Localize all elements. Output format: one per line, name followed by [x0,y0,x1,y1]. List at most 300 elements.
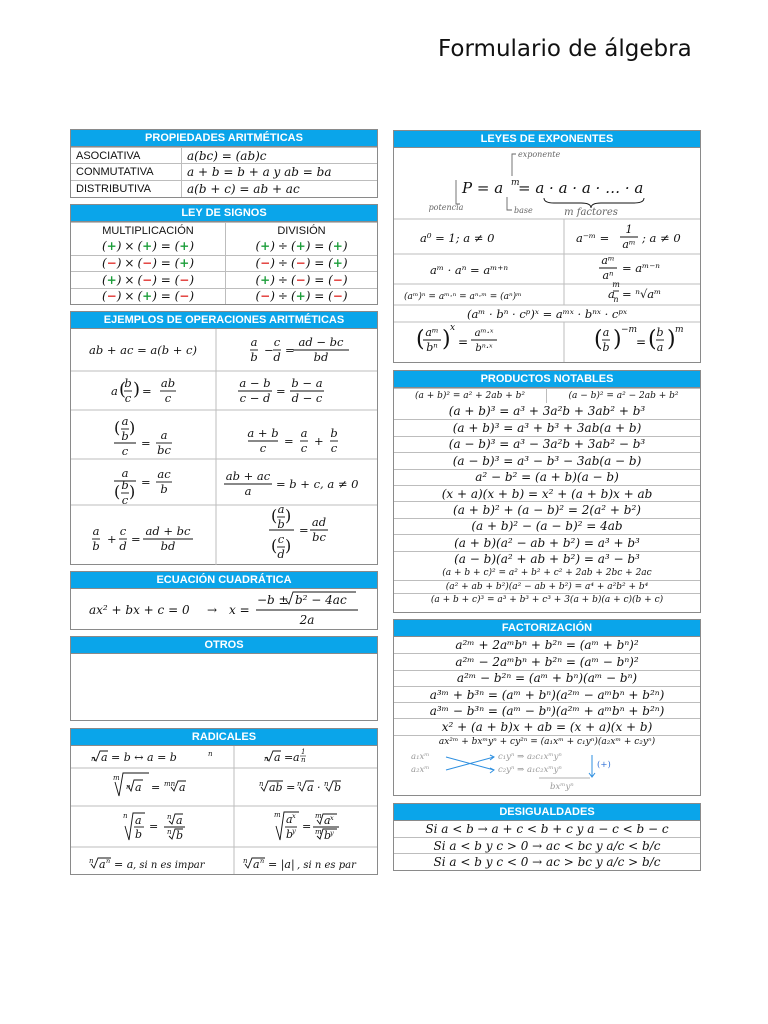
formula-symbol: = [151,781,161,794]
formula: (a − b)³ = a³ − b³ − 3ab(a − b) [452,453,642,468]
formula-symbol: ) [129,418,136,437]
math-stroke [507,197,512,210]
formula-text: n [264,755,269,763]
formula-text: n [106,857,111,865]
formula-text: n [167,813,172,821]
table-row [394,567,700,580]
formula-symbol: = [141,436,151,450]
formula-text: b [160,482,168,496]
formula-text: c [330,441,338,455]
formula-symbol: ( [271,506,278,525]
table-row [394,702,700,718]
formula-text: m [675,325,684,335]
formula-text: ; a ≠ 0 [642,231,681,245]
sign: + [260,272,271,287]
sign: + [332,239,343,254]
cross-left-1: a₁xᵐ [411,751,430,762]
formula-symbol: a [99,858,106,871]
formula: (a − b)(a² + ab + b²) = a³ − b³ [454,552,640,567]
formula-text: base [514,206,533,215]
formula-text: a − b [239,376,271,390]
sign-rule: ( + ) × ( + ) = ( + ) [101,239,195,254]
formula-text: 2a [299,613,315,627]
aspa-diagram [394,749,700,793]
formula-symbol: a [135,814,142,827]
formula-text: n [613,295,619,304]
formula-text: n [301,756,306,764]
formula-text: a [121,466,129,480]
sign: − [260,289,271,304]
sign: + [106,272,117,287]
leyes-exponentes-panel [393,130,701,363]
formula: Si a < b y c < 0 → ac > bc y a/c > b/c [433,854,661,869]
sign: − [142,272,153,287]
sign: + [179,256,190,271]
ejemplos-header: EJEMPLOS DE OPERACIONES ARITMÉTICAS [71,312,377,329]
formula-symbol: = [284,434,294,448]
formula-text: aᵐ · aⁿ = aᵐ⁺ⁿ [430,263,508,277]
formula-text: (aᵐ)ⁿ = aᵐ·ⁿ = aⁿ·ᵐ = (aⁿ)ᵐ [404,292,522,302]
formula-symbol: = [458,335,469,349]
formula-symbol: = [285,343,295,357]
cross-sum: bxᵐyⁿ [550,781,574,792]
formula-symbol: ( [114,482,121,501]
formula-text: a [656,341,664,354]
property-formula: a(bc) = (ab)c [181,148,377,163]
factorizacion-header: FACTORIZACIÓN [394,620,700,637]
formula-text: bc [312,530,326,544]
formula-symbol: = [302,820,312,833]
formula-text: a [121,414,129,428]
formula-text: ad + bc [145,524,191,538]
formula-symbol: b [324,829,332,842]
sign-rule: ( + ) ÷ ( − ) = ( − ) [225,272,377,288]
formula-text: aᵐ [601,254,615,267]
formula-text: d [277,547,285,561]
formula-text: c − d [239,391,271,405]
formula-text: d − c [291,391,323,405]
formula-text: b [330,426,338,440]
radicales-formulas [71,746,377,874]
formula: (a + b + c)² = a² + b² + c² + 2ab + 2bc + 2ac [442,568,652,579]
formula-text: = aᵐ⁻ⁿ [622,261,660,275]
sign: + [179,239,190,254]
table-row [394,686,700,702]
formula-text: b [277,517,285,531]
formula-symbol: b [286,828,294,841]
formula-text: b [92,539,100,553]
cuadratica-formula [71,589,377,629]
formula-text: , si n es par [297,860,356,871]
property-formula: a(b + c) = ab + ac [181,181,377,197]
property-formula: a + b = b + a y ab = ba [181,164,377,180]
formula-symbol: ( [114,418,121,437]
formula-symbol: + [314,434,324,448]
formula-symbol: a = b ↔ a = b [101,751,177,764]
table-row [394,452,700,468]
formula-text: n [259,780,264,788]
table-row [394,501,700,517]
math-stroke [115,773,149,796]
formula-text: m [315,828,322,836]
formula: a²ᵐ + 2aᵐbⁿ + b²ⁿ = (aᵐ + bⁿ)² [455,638,639,653]
formula-text: b [124,376,132,390]
formula: a³ᵐ + b³ⁿ = (aᵐ + bⁿ)(a²ᵐ − aᵐbⁿ + b²ⁿ) [429,687,665,702]
formula-text: = ⁿ√aᵐ [622,287,662,301]
sign: + [332,256,343,271]
ley-de-signos-panel [70,204,378,305]
formula-text: c [300,441,308,455]
formula-text: a [92,524,100,538]
sign-rule: ( − ) ÷ ( − ) = ( + ) [225,256,377,272]
formula-symbol: b [176,829,184,842]
formula-symbol: = [149,820,159,833]
formula-symbol: a · [307,781,321,794]
formula-text: n [167,828,172,836]
formula-text: b − a [291,376,323,390]
formula-text: bd [160,539,176,553]
table-row [394,821,700,837]
formula-symbol: 1 [301,748,306,756]
formula-symbol: ( [594,327,603,352]
formula-text: b [602,341,610,354]
sign: − [142,256,153,271]
radicales-panel [70,728,378,875]
formula-text: bⁿ [426,341,438,354]
desigualdades-panel [393,803,701,871]
table-row [394,551,700,567]
formula-symbol: a [253,858,260,871]
formula-text: a [277,502,285,516]
formula-symbol: ( [119,379,127,400]
sign: − [332,289,343,304]
formula-symbol: ( [648,327,657,352]
formula-text: ab + ac [225,469,271,483]
math-stroke [456,180,460,204]
arrow: → [207,603,218,617]
formula-text: m factores [564,207,618,218]
formula-text: a [160,428,168,442]
formula: (a − b)² = a² − 2ab + b² [546,389,700,403]
factorizacion-panel [393,619,701,796]
formula-text: m [511,178,520,188]
otros-header: OTROS [71,637,377,654]
formula-symbol: = [141,475,151,489]
formula: (x + a)(x + b) = x² + (a + b)x + ab [441,486,653,501]
formula-text: n [260,857,265,865]
formula-text: y [330,829,334,837]
property-name: ASOCIATIVA [76,149,141,162]
formula-symbol: = |a| [268,858,295,871]
sign: + [142,289,153,304]
formula-text: (aᵐ · bⁿ · cᵖ)ˣ = aᵐˣ · bⁿˣ · cᵖˣ [466,307,628,321]
table-row [394,485,700,501]
formula-symbol: a [179,781,186,794]
formula-text: m [113,774,120,782]
formula-text: c [124,391,132,405]
formula-symbol: ) [667,327,676,352]
formula-symbol: − [264,343,274,357]
sign: − [295,256,306,271]
formula-symbol: a [176,814,183,827]
sign: + [142,239,153,254]
formula-text: mn [164,780,176,788]
formula-text: n [324,780,329,788]
sign: − [106,289,117,304]
formula-text: m [315,812,322,820]
exponentes-header: LEYES DE EXPONENTES [394,131,700,148]
formula-text: a [250,335,258,349]
formula-text: 1 [625,223,633,236]
formula-symbol: ) [133,379,141,400]
operator: ÷ [277,272,288,287]
formula-symbol: ) [285,536,292,555]
formula-text: ad − bc [298,335,344,349]
table-row [71,288,377,305]
formula-text: n [91,755,96,763]
sign: − [179,289,190,304]
formula: (a + b)² − (a − b)² = 4ab [471,519,623,534]
sign-rule: ( + ) ÷ ( + ) = ( + ) [225,238,377,255]
formula-text: m [274,811,281,819]
cross-left-2: a₂xᵐ [411,764,430,775]
table-row [71,163,377,180]
formula-text: −b ± [257,593,289,607]
formula-text: d [273,350,281,364]
otros-panel [70,636,378,721]
operator: × [124,289,135,304]
sign-rule: ( − ) ÷ ( + ) = ( − ) [225,289,377,305]
formula-text: exponente [518,150,561,159]
formula-text: n [208,750,213,758]
formula-text: ax² + bx + c = 0 [89,603,190,617]
formula-text: c [164,391,172,405]
formula-symbol: b [135,828,143,841]
table-row [394,469,700,485]
formula-text: b [121,478,129,492]
formula-symbol: ) [285,506,292,525]
formula: (a + b)² + (a − b)² = 2(a² + b²) [453,503,641,518]
operator: ÷ [277,239,288,254]
table-row [71,222,377,238]
table-row [394,837,700,853]
formula-text: y [292,827,296,835]
formula: Si a < b y c > 0 → ac < bc y a/c < b/c [433,838,661,853]
table-row [394,637,700,653]
formula: a² − b² = (a + b)(a − b) [475,470,619,485]
formula-text: ad [311,515,327,529]
formula-symbol: b [334,781,342,794]
formula-text: b² − 4ac [295,593,347,607]
sign: + [260,239,271,254]
formula-text: x [330,814,334,822]
formula-text: = b + c, a ≠ 0 [276,477,359,491]
formula-text: a [244,484,252,498]
table-row [394,436,700,452]
formula-text: x [450,323,456,333]
table-row [394,419,700,435]
formula-text: c [121,493,129,507]
column-header: MULTIPLICACIÓN [102,224,194,237]
formula: a²ᵐ − 2aᵐbⁿ + b²ⁿ = (aᵐ − bⁿ)² [455,654,639,669]
table-row [394,403,700,419]
math-stroke [512,154,516,176]
sign: − [332,272,343,287]
sign-rule: ( − ) × ( + ) = ( − ) [101,289,195,304]
formula: x² + (a + b)x + ab = (x + a)(x + b) [441,720,653,735]
formula-text: ac [157,467,171,481]
cross-right-2: c₂yⁿ ⇒ a₁c₂xᵐyⁿ [498,764,562,775]
formula-text: a [300,426,308,440]
formula-text: b [121,429,129,443]
formula-symbol: + [107,532,117,546]
formula-symbol: = a [114,858,134,871]
table-row [394,653,700,669]
formula: (a + b)³ = a³ + b³ + 3ab(a + b) [452,421,642,436]
table-row [394,534,700,550]
formula-text: aᵐ [622,238,636,251]
formula-symbol: ab = [269,781,296,794]
formula-text: m [612,280,620,289]
formula-text: a⁻ᵐ = [576,231,610,245]
table-row [394,735,700,749]
sign: + [106,239,117,254]
sign: + [295,239,306,254]
exponentes-formulas [394,148,700,362]
formula-text: ab + ac = a(b + c) [89,343,197,357]
operator: ÷ [277,289,288,304]
formula: a³ᵐ − b³ⁿ = (aᵐ − bⁿ)(a²ᵐ + aᵐbⁿ + b²ⁿ) [429,703,665,718]
formula-text: c [121,444,129,458]
formula-symbol: a [135,781,142,794]
formula: (a + b)² = a² + 2ab + b² [414,391,525,401]
formula-text: aⁿ [602,269,614,282]
formula-text: c [277,532,285,546]
formula: (a² + ab + b²)(a² − ab + b²) = a⁴ + a²b² + b⁴ [445,581,649,592]
cuadratica-header: ECUACIÓN CUADRÁTICA [71,572,377,589]
propiedades-aritmeticas-panel [70,129,378,198]
formula-text: ab [160,376,176,390]
desigualdades-header: DESIGUALDADES [394,804,700,821]
formula-text: bⁿ·ˣ [475,343,493,354]
page-title: Formulario de álgebra [438,36,692,62]
ecuacion-cuadratica-panel [70,571,378,630]
formula-symbol: a [293,751,300,764]
formula-text: c [119,524,127,538]
cross-plus: (+) [597,759,611,770]
formula-text: b [250,350,258,364]
table-row [394,853,700,869]
formula-symbol: = [142,384,152,398]
formula-symbol: a = [274,751,294,764]
ejemplos-formulas [71,329,377,565]
formula-text: n [123,812,128,820]
cross-right-1: c₁yⁿ ⇒ a₂c₁xᵐyⁿ [498,751,562,762]
formula-symbol: ( [416,327,425,352]
table-row [71,255,377,272]
formula-text: x = [229,603,250,617]
formula: (a − b)³ = a³ − 3a²b + 3ab² − b³ [448,437,646,452]
table-row [394,670,700,686]
formula: (a + b + c)³ = a³ + b³ + c³ + 3(a + b)(a + c)(b + c) [430,594,664,605]
formula-text: a [608,287,615,301]
formula-symbol: ( [271,536,278,555]
formula-text: d [119,539,127,553]
formula: Si a < b → a + c < b + c y a − c < b − c [425,822,669,836]
property-name: CONMUTATIVA [76,166,154,178]
formula-text: aᵐ [425,326,439,339]
formula-text: x [292,812,296,820]
sign-rule: ( − ) × ( − ) = ( + ) [101,256,195,271]
signos-header: LEY DE SIGNOS [71,205,377,222]
formula-symbol: ) [129,482,136,501]
formula-text: aᵐ·ˣ [474,328,494,339]
table-row [71,147,377,163]
formula: ax²ᵐ + bxᵐyⁿ + cy²ⁿ = (a₁xᵐ + c₁yⁿ)(a₂xᵐ + c₂yⁿ) [438,737,656,748]
formula-symbol: = [276,384,286,398]
table-row [394,718,700,734]
property-name: DISTRIBUTIVA [76,183,151,195]
table-row [394,388,700,403]
formula-text: = a · a · a · … · a [518,179,644,197]
formula-text: P = a [462,179,504,197]
table-row [71,238,377,255]
radicales-header: RADICALES [71,729,377,746]
operator: × [124,256,135,271]
formula-text: a [111,384,118,398]
operator: × [124,272,135,287]
propiedades-header: PROPIEDADES ARITMÉTICAS [71,130,377,147]
sign: − [295,272,306,287]
formula-symbol: ) [442,327,451,352]
formula-text: bc [157,443,171,457]
formula-text: a⁰ = 1; a ≠ 0 [420,231,495,245]
formula-text: c [259,441,267,455]
operator: × [124,239,135,254]
formula: a²ᵐ − b²ⁿ = (aᵐ + bⁿ)(aᵐ − bⁿ) [456,671,638,686]
sign: − [179,272,190,287]
formula-text: , si n es impar [133,860,205,871]
formula-text: bd [313,350,329,364]
formula-text: n [243,857,248,865]
formula-text: b [656,326,664,339]
formula-text: n [89,857,94,865]
sign: + [295,289,306,304]
formula: (a + b)(a² − ab + b²) = a³ + b³ [454,535,640,550]
formula-text: −m [621,325,638,335]
formula-text: potencia [428,203,464,212]
sign: − [260,256,271,271]
table-row [71,180,377,197]
table-row [394,518,700,534]
formula-symbol: = [131,532,141,546]
formula-symbol: ) [613,327,622,352]
formula-symbol: a [286,813,293,826]
formula-text: n [126,783,131,791]
formula-symbol: = [299,523,309,537]
formula-text: n [297,780,302,788]
productos-header: PRODUCTOS NOTABLES [394,371,700,388]
formula-symbol: a [324,814,331,827]
operator: ÷ [277,256,288,271]
formula-text: a [602,326,610,339]
table-row [394,580,700,593]
formula-text: a + b [247,426,279,440]
formula: (a + b)³ = a³ + 3a²b + 3ab² + b³ [448,404,646,419]
productos-notables-panel [393,370,701,613]
sign-rule: ( + ) × ( − ) = ( − ) [101,272,195,287]
formula-symbol: = [636,335,647,349]
